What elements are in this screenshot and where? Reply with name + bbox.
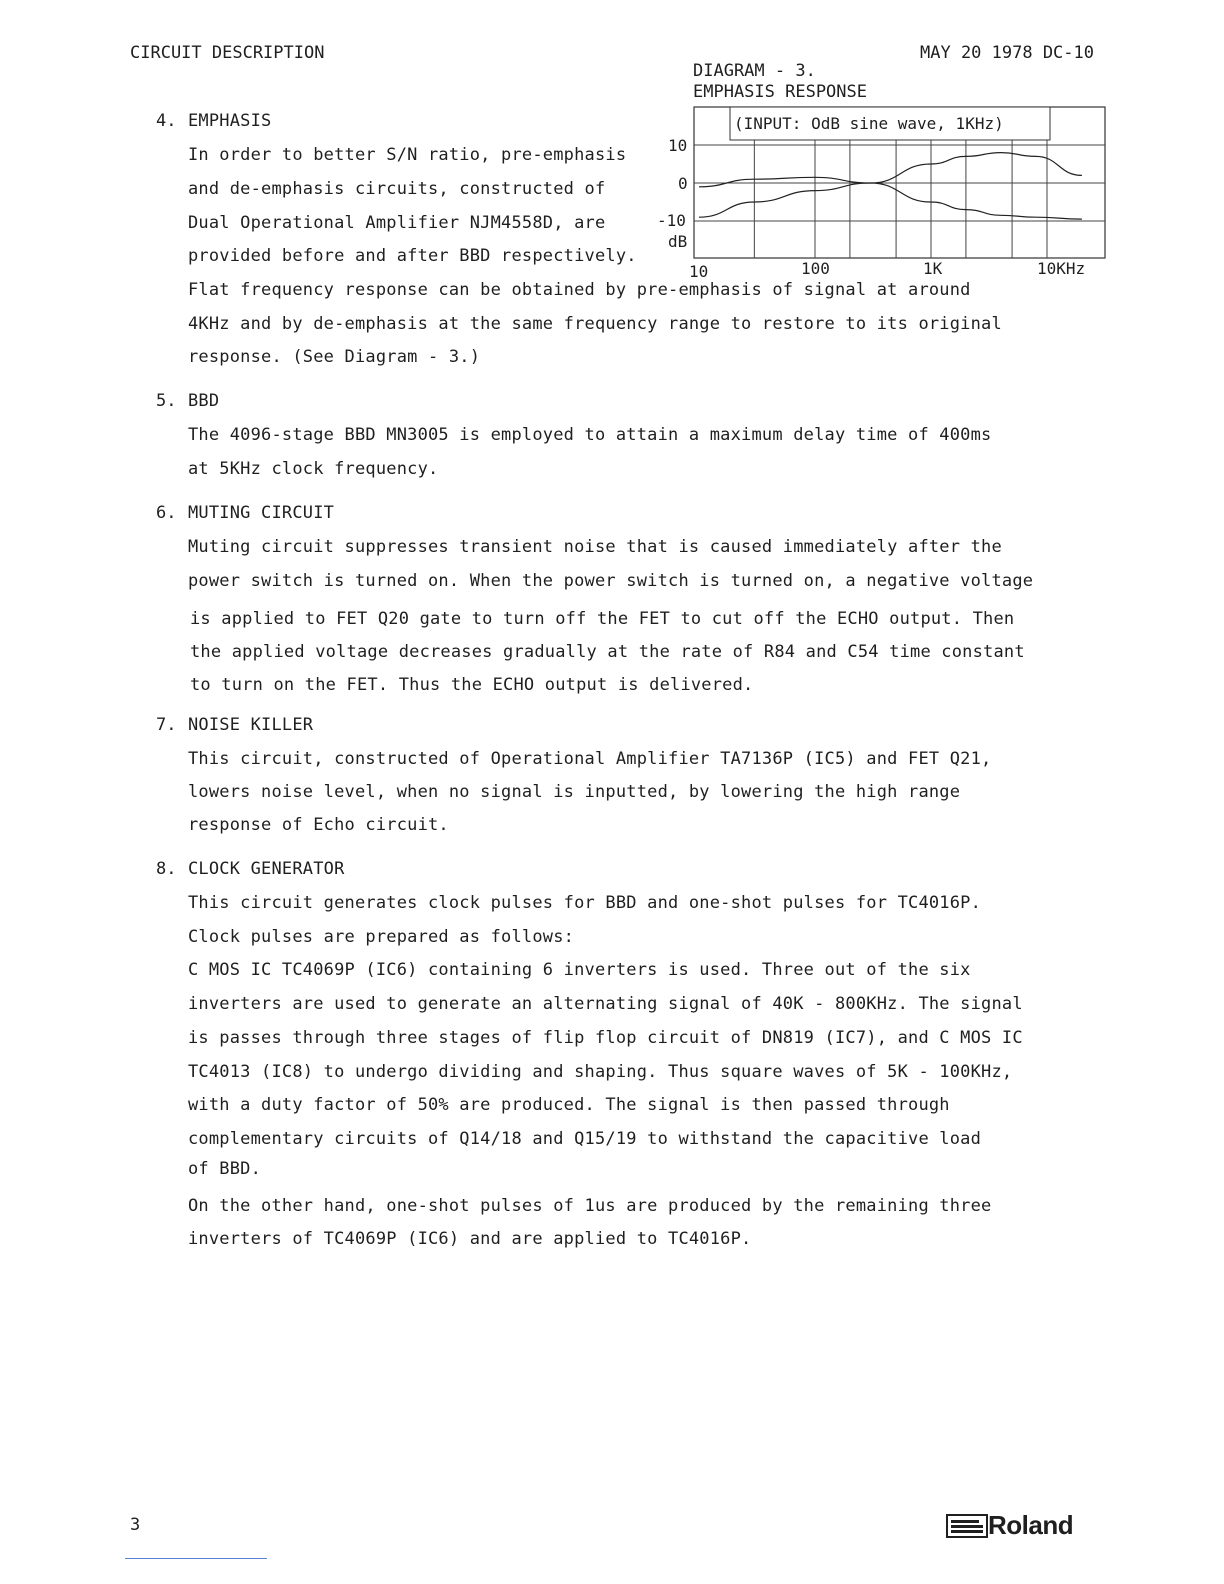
paragraph-line: On the other hand, one-shot pulses of 1us are produced by the remaining three — [188, 1196, 992, 1216]
chart-annotation: (INPUT: OdB sine wave, 1KHz) — [734, 114, 1004, 133]
paragraph-line: the applied voltage decreases gradually at the rate of R84 and C54 time constant — [190, 642, 1025, 662]
section-title-clock-generator: CLOCK GENERATOR — [188, 859, 345, 879]
paragraph-line: response. (See Diagram - 3.) — [188, 347, 481, 367]
chart-labels — [657, 107, 1085, 281]
section-title-emphasis: EMPHASIS — [188, 111, 272, 131]
chart-y-axis-label: dB — [668, 232, 688, 251]
paragraph-line: response of Echo circuit. — [188, 815, 449, 835]
paragraph-line: is applied to FET Q20 gate to turn off the FET to cut off the ECHO output. Then — [190, 609, 1015, 629]
chart-series-line-de-emphasis — [699, 177, 1082, 219]
section-title-muting-circuit: MUTING CIRCUIT — [188, 503, 335, 523]
paragraph-line: to turn on the FET. Thus the ECHO output is delivered. — [190, 675, 754, 695]
paragraph-line: and de-emphasis circuits, constructed of — [188, 179, 606, 199]
paragraph-line: complementary circuits of Q14/18 and Q15/19 to withstand the capacitive load — [188, 1129, 982, 1149]
chart-series — [699, 153, 1082, 220]
paragraph-line: In order to better S/N ratio, pre-emphasis — [188, 145, 627, 165]
chart-series-line-pre-emphasis — [699, 153, 1082, 218]
chart-y-tick-label: -10 — [657, 211, 686, 230]
paragraph-line: inverters of TC4069P (IC6) and are applied to TC4016P. — [188, 1229, 752, 1249]
paragraph-line: Clock pulses are prepared as follows: — [188, 927, 575, 947]
roland-logo — [946, 1510, 1073, 1541]
paragraph-line: The 4096-stage BBD MN3005 is employed to attain a maximum delay time of 400ms — [188, 425, 992, 445]
header-date: MAY 20 1978 DC-10 — [920, 43, 1094, 63]
section-title-bbd: BBD — [188, 391, 220, 411]
chart-y-tick-label: 10 — [668, 136, 688, 155]
diagram-subtitle: EMPHASIS RESPONSE — [693, 82, 867, 102]
section-number: 5. — [156, 391, 177, 411]
paragraph-line: lowers noise level, when no signal is inputted, by lowering the high range — [188, 782, 961, 802]
paragraph-line: TC4013 (IC8) to undergo dividing and shaping. Thus square waves of 5K - 100KHz, — [188, 1062, 1013, 1082]
paragraph-line: This circuit generates clock pulses for BBD and one-shot pulses for TC4016P. — [188, 893, 982, 913]
paragraph-line: at 5KHz clock frequency. — [188, 459, 439, 479]
header-title: CIRCUIT DESCRIPTION — [130, 43, 325, 63]
chart-x-tick-label: 100 — [801, 259, 830, 278]
chart-x-tick-label: 10 — [689, 262, 709, 281]
paragraph-line: 4KHz and by de-emphasis at the same frequency range to restore to its original — [188, 314, 1002, 334]
paragraph-line: C MOS IC TC4069P (IC6) containing 6 inverters is used. Three out of the six — [188, 960, 971, 980]
paragraph-line: with a duty factor of 50% are produced. The signal is then passed through — [188, 1095, 950, 1115]
page-number: 3 — [130, 1515, 141, 1535]
bottom-rule — [125, 1558, 267, 1559]
section-number: 7. — [156, 715, 177, 735]
paragraph-line: power switch is turned on. When the power switch is turned on, a negative voltage — [188, 571, 1034, 591]
chart-x-tick-label: 10KHz — [1037, 259, 1086, 278]
diagram-caption: DIAGRAM - 3. — [693, 61, 816, 81]
chart-y-tick-label: 0 — [678, 174, 688, 193]
paragraph-line: Flat frequency response can be obtained by pre-emphasis of signal at around — [188, 280, 971, 300]
paragraph-line: Dual Operational Amplifier NJM4558D, are — [188, 213, 606, 233]
paragraph-line: This circuit, constructed of Operational Amplifier TA7136P (IC5) and FET Q21, — [188, 749, 992, 769]
paragraph-line: inverters are used to generate an alternating signal of 40K - 800KHz. The signal — [188, 994, 1023, 1014]
section-number: 4. — [156, 111, 177, 131]
chart-x-tick-label: 1K — [923, 259, 943, 278]
brand-name: Roland — [988, 1510, 1074, 1540]
paragraph-line: is passes through three stages of flip flop circuit of DN819 (IC7), and C MOS IC — [188, 1028, 1023, 1048]
section-title-noise-killer: NOISE KILLER — [188, 715, 314, 735]
paragraph-line: of BBD. — [188, 1159, 262, 1179]
paragraph-line: Muting circuit suppresses transient noise that is caused immediately after the — [188, 537, 1002, 557]
roland-logo-icon — [946, 1513, 988, 1539]
section-number: 8. — [156, 859, 177, 879]
paragraph-line: provided before and after BBD respectively. — [188, 246, 637, 266]
section-number: 6. — [156, 503, 177, 523]
